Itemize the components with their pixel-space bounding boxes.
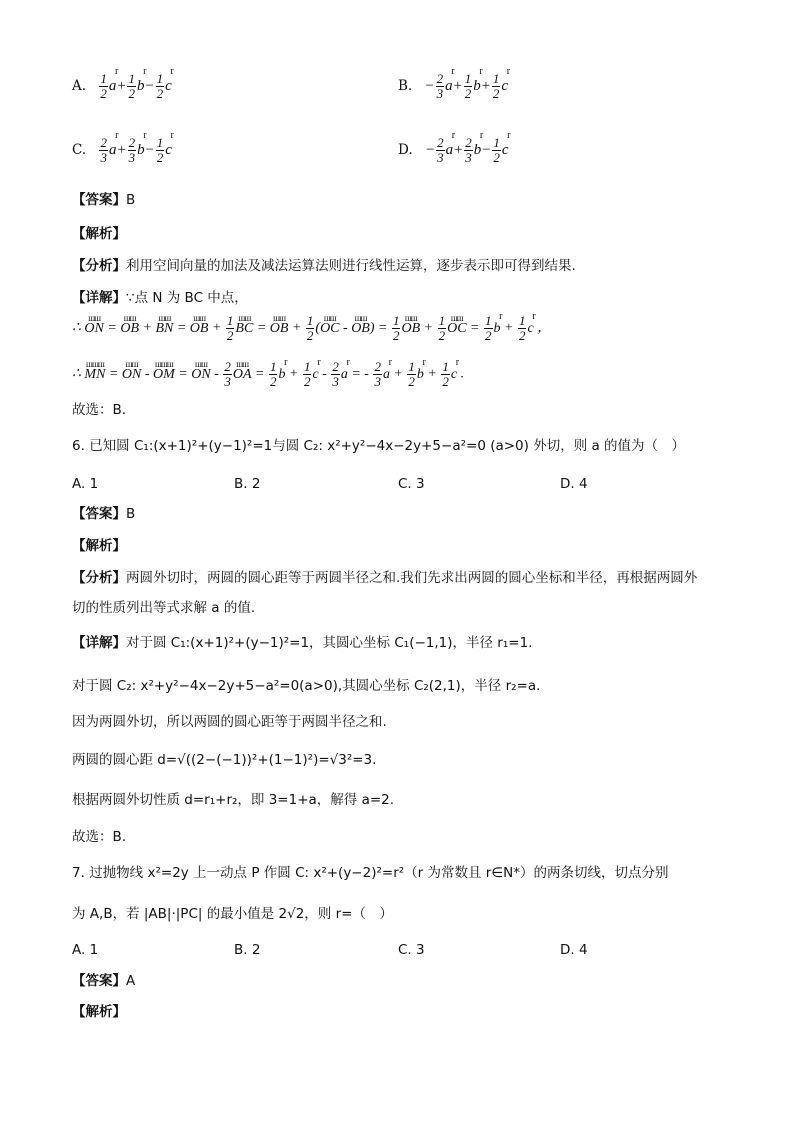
q6-option-a: A. 1 [72,476,99,492]
q5-detail: 【详解】∵点 N 为 BC 中点， [72,290,248,306]
q5-option-b-expr: − $\frac{2}{3}$ a r + $\frac{1}{2}$ b r + $\frac{1}{2}$ c r [424,65,511,101]
q5-equation-on: ∴ ON шш = OB шш + BN шш = OB шш + $\frac{1}{2}$ BC шш = OB шш + $\frac{1}{2}$ (OC шш - OB шш ) = $\frac{1}{2}$ OB шш + $\frac{1}{2}$ OC шш = $\frac{1}{2}$ b r + $\frac{1}{2}$ c r ， [72,310,552,343]
q5-option-a [72,65,174,101]
q7-option-d: D. 4 [560,942,588,958]
q7-stem-2: 为 A,B，若 |AB|·|PC| 的最小值是 2√2，则 r=（ ） [72,906,393,922]
q5-option-c-expr: $\frac{2}{3}$ a r + $\frac{2}{3}$ b r − $\frac{1}{2}$ c r [100,129,174,165]
q5-analysis-tag: 【解析】 [72,226,126,242]
q5-option-a-expr: $\frac{1}{2}$ a r + $\frac{1}{2}$ b r − $\frac{1}{2}$ c r [100,65,174,101]
q6-detail-5: 根据两圆外切性质 d=r₁+r₂，即 3=1+a，解得 a=2. [72,792,395,808]
q5-answer: 【答案】B [72,192,136,208]
q5-option-d-label: D. [398,141,413,158]
q7-analysis-tag: 【解析】 [72,1004,126,1020]
q5-option-c [72,129,174,165]
q6-stem: 6. 已知圆 C₁:(x+1)²+(y−1)²=1与圆 C₂: x²+y²−4x−2y+5−a²=0 (a>0) 外切，则 a 的值为（ ） [72,438,686,454]
q6-conclusion: 故选：B. [72,829,127,845]
q6-option-d: D. 4 [560,476,588,492]
q6-detail-1: 【详解】对于圆 C₁:(x+1)²+(y−1)²=1，其圆心坐标 C₁(−1,1)，半径 r₁=1. [72,635,533,651]
q5-option-a-label: A. [72,77,87,94]
q6-option-c: C. 3 [398,476,425,492]
q7-answer: 【答案】A [72,973,136,989]
q6-detail-4: 两圆的圆心距 d=√((2−(−1))²+(1−1)²)=√3²=3. [72,752,377,768]
q5-option-d [398,129,511,165]
q7-option-c: C. 3 [398,942,425,958]
q5-option-b [398,65,511,101]
q5-option-c-label: C. [72,141,87,158]
q6-option-b: B. 2 [234,476,261,492]
q6-fenxi-2: 切的性质列出等式求解 a 的值. [72,600,256,616]
q5-option-d-expr: − $\frac{2}{3}$ a r + $\frac{2}{3}$ b r − $\frac{1}{2}$ c r [424,129,511,165]
q5-fenxi: 【分析】利用空间向量的加法及减法运算法则进行线性运算，逐步表示即可得到结果. [72,258,576,274]
q7-stem-1: 7. 过抛物线 x²=2y 上一动点 P 作圆 C: x²+(y−2)²=r²（r 为常数且 r∈N*）的两条切线，切点分别 [72,865,669,881]
q7-option-a: A. 1 [72,942,99,958]
q5-conclusion: 故选：B. [72,402,127,418]
q7-option-b: B. 2 [234,942,261,958]
q6-detail-3: 因为两圆外切，所以两圆的圆心距等于两圆半径之和. [72,714,387,730]
q6-analysis-tag: 【解析】 [72,538,126,554]
q6-answer: 【答案】B [72,506,136,522]
q5-option-b-label: B. [398,77,413,94]
q6-detail-2: 对于圆 C₂: x²+y²−4x−2y+5−a²=0(a>0),其圆心坐标 C₂(2,1)，半径 r₂=a. [72,678,541,694]
q6-fenxi-1: 【分析】两圆外切时，两圆的圆心距等于两圆半径之和.我们先求出两圆的圆心坐标和半径，再根据两圆外 [72,570,698,586]
q5-equation-mn: ∴ MN шшш = ON шш - OM шшш = ON шш - $\frac{2}{3}$ OA шш = $\frac{1}{2}$ b r + $\frac{1}{2}$ c r - $\frac{2}{3}$ a r = - $\frac{2}{3}$ a r + $\frac{1}{2}$ b r + $\frac{1}{2}$ c r . [72,356,465,389]
